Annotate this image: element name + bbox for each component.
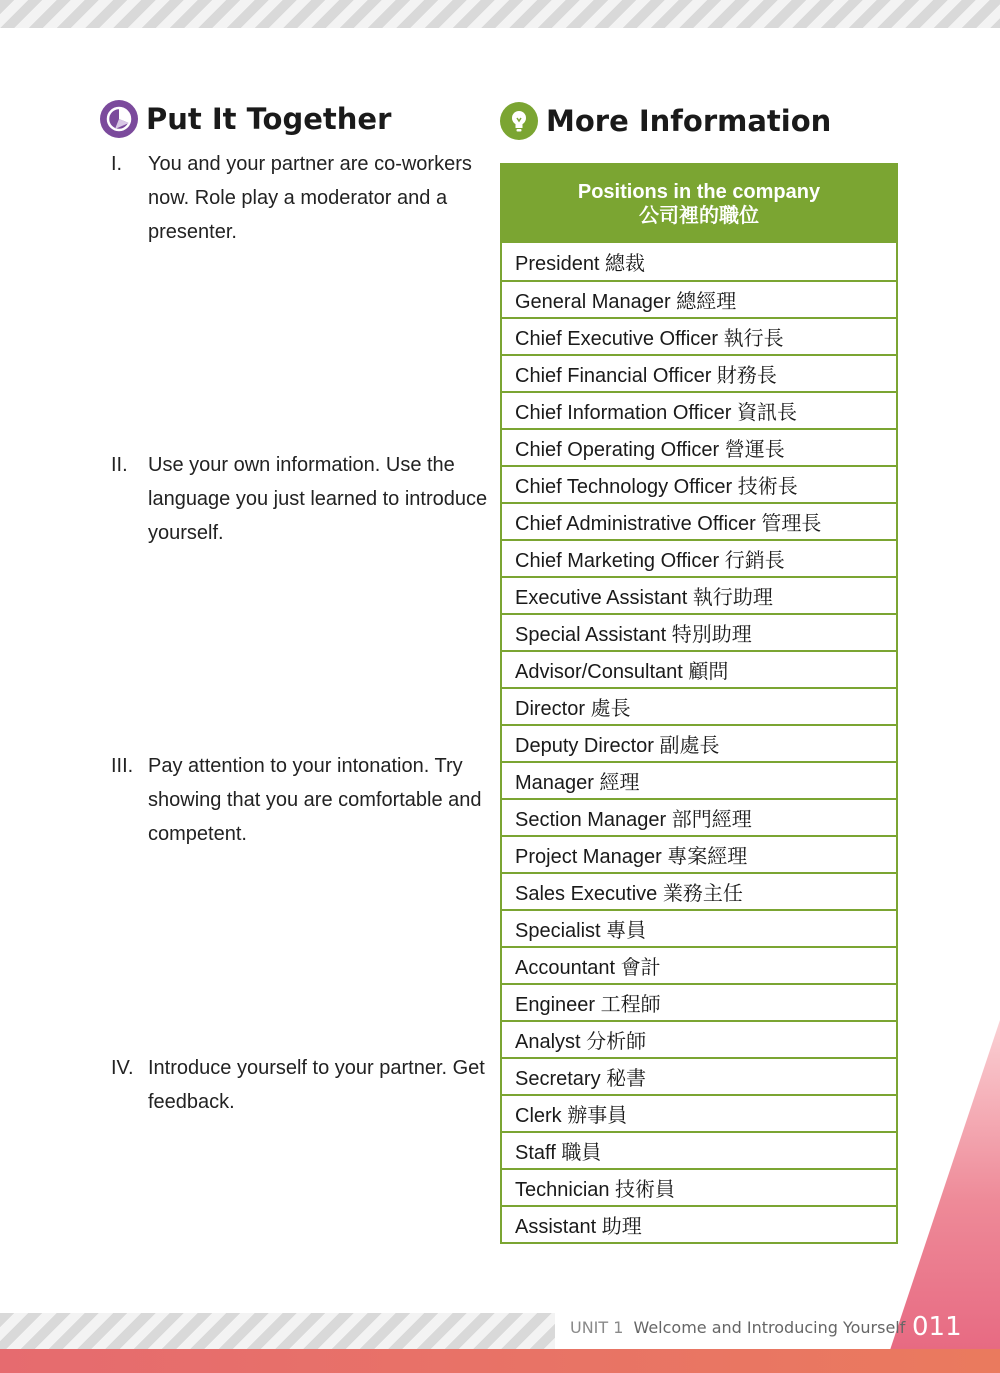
positions-table — [500, 163, 898, 1244]
top-decorative-stripe — [0, 0, 1000, 28]
task-number: IV. — [111, 1057, 134, 1079]
more-information-heading — [500, 102, 831, 140]
table-row: Director 處長 — [502, 687, 896, 724]
table-row: Advisor/Consultant 顧問 — [502, 650, 896, 687]
table-row: Executive Assistant 執行助理 — [502, 576, 896, 613]
footer-decorative-stripe — [0, 1313, 555, 1349]
task-text: Pay attention to your intonation. Try showing that you are comfortable and competent. — [148, 755, 482, 845]
task-text: You and your partner are co-workers now. Role play a moderator and a presenter. — [148, 153, 472, 243]
table-row: Sales Executive 業務主任 — [502, 872, 896, 909]
table-row: Staff 職員 — [502, 1131, 896, 1168]
table-row: Chief Financial Officer 財務長 — [502, 354, 896, 391]
table-row: Engineer 工程師 — [502, 983, 896, 1020]
table-row: Deputy Director 副處長 — [502, 724, 896, 761]
footer-unit-title — [570, 1318, 905, 1337]
pie-chart-icon — [100, 100, 138, 138]
table-row: Chief Information Officer 資訊長 — [502, 391, 896, 428]
table-row: Secretary 秘書 — [502, 1057, 896, 1094]
table-header-english: Positions in the company — [577, 181, 821, 203]
table-header — [502, 165, 896, 243]
table-row: President 總裁 — [515, 253, 646, 275]
put-it-together-heading — [100, 100, 391, 138]
table-row: Technician 技術員 — [502, 1168, 896, 1205]
task-number: II. — [111, 454, 128, 476]
table-row: Chief Administrative Officer 管理長 — [502, 502, 896, 539]
table-row: Chief Operating Officer 營運長 — [502, 428, 896, 465]
page-number: 011 — [912, 1312, 962, 1342]
table-row: General Manager 總經理 — [502, 280, 896, 317]
table-row: Assistant 助理 — [502, 1205, 896, 1242]
task-number: III. — [111, 755, 134, 777]
table-row: Chief Executive Officer 執行長 — [502, 317, 896, 354]
table-row: Special Assistant 特別助理 — [502, 613, 896, 650]
task-number: I. — [111, 153, 123, 175]
unit-title: Welcome and Introducing Yourself — [633, 1318, 906, 1337]
table-row: Chief Technology Officer 技術長 — [502, 465, 896, 502]
section-title-text: Put It Together — [146, 102, 392, 136]
table-row: Analyst 分析師 — [502, 1020, 896, 1057]
table-row: Clerk 辦事員 — [502, 1094, 896, 1131]
table-row: Accountant 會計 — [502, 946, 896, 983]
lightbulb-icon — [500, 102, 538, 140]
table-row: Chief Marketing Officer 行銷長 — [502, 539, 896, 576]
decorative-triangle — [890, 1020, 1000, 1350]
table-row: Project Manager 專案經理 — [502, 835, 896, 872]
table-header-chinese: 公司裡的職位 — [639, 205, 759, 227]
task-text: Use your own information. Use the language you just learned to introduce yourself. — [148, 454, 488, 544]
table-row: Specialist 專員 — [502, 909, 896, 946]
unit-label: UNIT 1 — [570, 1318, 624, 1337]
table-row: Manager 經理 — [502, 761, 896, 798]
task-text: Introduce yourself to your partner. Get feedback. — [148, 1057, 485, 1113]
footer-band — [0, 1349, 1000, 1373]
section-title-text: More Information — [546, 104, 832, 138]
table-row: Section Manager 部門經理 — [502, 798, 896, 835]
table-body — [502, 243, 896, 1242]
